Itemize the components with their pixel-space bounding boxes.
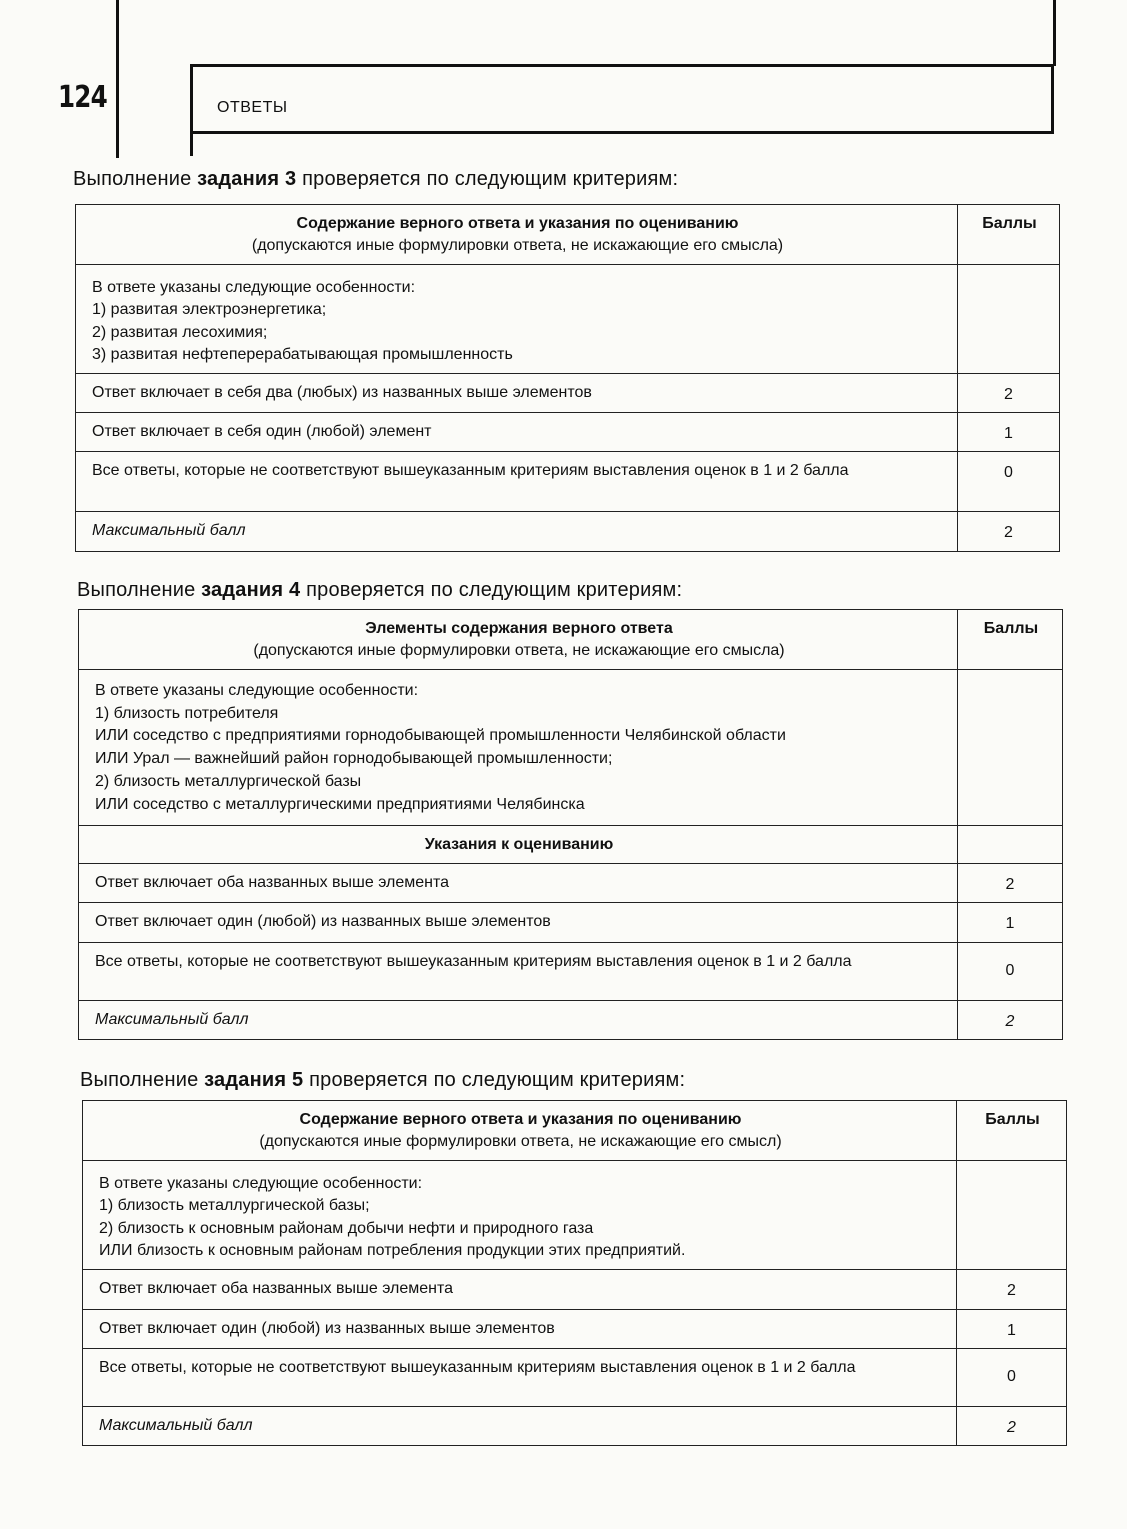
points-header-cell [958,610,1063,670]
answer-line: В ответе указаны следующие особенности: [99,1175,423,1192]
content-header-cell [76,205,958,265]
answer-line: 1) близость потребителя [95,704,279,722]
points-header: Баллы [985,1111,1040,1128]
content-header-cell [79,610,958,670]
criteria-text: Все ответы, которые не соответствуют вышеуказанным критериям выставления оценок в 1 и 2 балла [83,1348,957,1406]
criteria-row [79,864,1063,903]
criteria-text: Все ответы, которые не соответствуют вышеуказанным критериям выставления оценок в 1 и 2 балла [76,452,958,512]
section-title: ОТВЕТЫ [217,99,288,116]
max-score-row [79,1000,1063,1039]
task-3-heading-prefix: Выполнение [73,168,198,190]
answer-line: 2) развитая лесохимия; [92,323,268,341]
task-4-heading-bold: задания 4 [201,579,301,601]
criteria-text: Ответ включает в себя один (любой) элемент [76,412,958,451]
answer-line: В ответе указаны следующие особенности: [95,682,419,699]
content-header-title: Элементы содержания верного ответа [365,620,673,637]
criteria-row [79,942,1063,1000]
answer-line: 2) близость металлургической базы [95,772,362,790]
criteria-points: 2 [957,1269,1067,1309]
criteria-points: 0 [958,942,1063,1000]
page-number: 124 [58,80,107,115]
answer-line: 3) развитая нефтеперерабатывающая промышленность [92,346,513,364]
criteria-points: 1 [958,412,1060,451]
criteria-row [83,1309,1067,1348]
points-header-cell [958,205,1060,265]
answer-line: В ответе указаны следующие особенности: [92,279,416,296]
criteria-row [83,1269,1067,1309]
points-header-cell [957,1101,1067,1161]
criteria-row [76,412,1060,451]
criteria-text: Ответ включает оба названных выше элемента [79,864,958,903]
answer-elements-cell [83,1161,957,1270]
task-3-heading-bold: задания 3 [197,168,297,190]
content-header-subtitle: (допускаются иные формулировки ответа, не искажающие его смысл) [259,1133,782,1151]
grading-subheader-row [79,826,1063,864]
content-header-title: Содержание верного ответа и указания по оцениванию [299,1111,742,1128]
answer-line: ИЛИ соседство с металлургическими предприятиями Челябинска [95,795,585,813]
task-5-heading-bold: задания 5 [204,1069,304,1091]
task-3-heading-suffix: проверяется по следующим критериям: [296,168,679,190]
answer-line: 1) развитая электроэнергетика; [92,301,327,319]
criteria-row [76,452,1060,512]
answer-line: 2) близость к основным районам добычи нефти и природного газа [99,1219,594,1237]
task-4-heading-suffix: проверяется по следующим критериям: [300,579,683,601]
criteria-row [79,903,1063,942]
task-5-heading-suffix: проверяется по следующим критериям: [303,1069,686,1091]
task-4-criteria-table [78,609,1063,1040]
answer-line: ИЛИ соседство с предприятиями горнодобывающей промышленности Челябинской области [95,727,786,745]
answer-line: 1) близость металлургической базы; [99,1197,370,1215]
task-3-criteria-table [75,204,1060,552]
criteria-text: Ответ включает один (любой) из названных выше элементов [83,1309,957,1348]
max-score-label: Максимальный балл [79,1000,958,1039]
running-header [190,64,1054,134]
answer-line: ИЛИ Урал — важнейший район горнодобывающей промышленности; [95,750,613,768]
content-header-title: Содержание верного ответа и указания по оцениванию [296,215,739,232]
table-header-row [79,610,1063,670]
task-4-heading [77,579,682,602]
max-score-points: 2 [957,1406,1067,1445]
empty-points-cell [958,670,1063,826]
content-header-cell [83,1101,957,1161]
task-5-heading-prefix: Выполнение [80,1069,205,1091]
criteria-points: 2 [958,864,1063,903]
page-frame-left-rule [116,0,119,158]
criteria-row [83,1348,1067,1406]
max-score-row [76,512,1060,551]
content-header-subtitle: (допускаются иные формулировки ответа, не искажающие его смысла) [251,237,784,255]
task-3-heading [73,168,678,191]
task-5-criteria-table [82,1100,1067,1446]
header-tick-rule [190,134,193,156]
criteria-points: 1 [957,1309,1067,1348]
criteria-text: Ответ включает в себя два (любых) из названных выше элементов [76,373,958,412]
answer-elements-row [83,1161,1067,1270]
grading-subheader: Указания к оцениванию [79,826,958,864]
page-frame-right-rule [1053,0,1056,66]
task-5-heading [80,1069,685,1092]
criteria-points: 0 [958,452,1060,512]
answer-elements-row [79,670,1063,826]
criteria-text: Все ответы, которые не соответствуют вышеуказанным критериям выставления оценок в 1 и 2 балла [79,942,958,1000]
points-header: Баллы [982,215,1037,232]
criteria-points: 1 [958,903,1063,942]
max-score-points: 2 [958,1000,1063,1039]
answer-elements-row [76,265,1060,374]
criteria-text: Ответ включает один (любой) из названных выше элементов [79,903,958,942]
table-header-row [83,1101,1067,1161]
answer-line: ИЛИ близость к основным районам потребления продукции этих предприятий. [99,1242,686,1260]
table-header-row [76,205,1060,265]
max-score-label: Максимальный балл [76,512,958,551]
max-score-label: Максимальный балл [83,1406,957,1445]
task-4-heading-prefix: Выполнение [77,579,202,601]
answer-elements-cell [76,265,958,374]
criteria-row [76,373,1060,412]
answer-elements-cell [79,670,958,826]
criteria-points: 0 [957,1348,1067,1406]
points-header: Баллы [983,620,1039,637]
empty-points-cell [957,1161,1067,1270]
empty-points-cell [958,826,1063,864]
criteria-text: Ответ включает оба названных выше элемента [83,1269,957,1309]
content-header-subtitle: (допускаются иные формулировки ответа, не искажающие его смысла) [253,642,785,660]
max-score-points: 2 [958,512,1060,551]
max-score-row [83,1406,1067,1445]
criteria-points: 2 [958,373,1060,412]
empty-points-cell [958,265,1060,374]
